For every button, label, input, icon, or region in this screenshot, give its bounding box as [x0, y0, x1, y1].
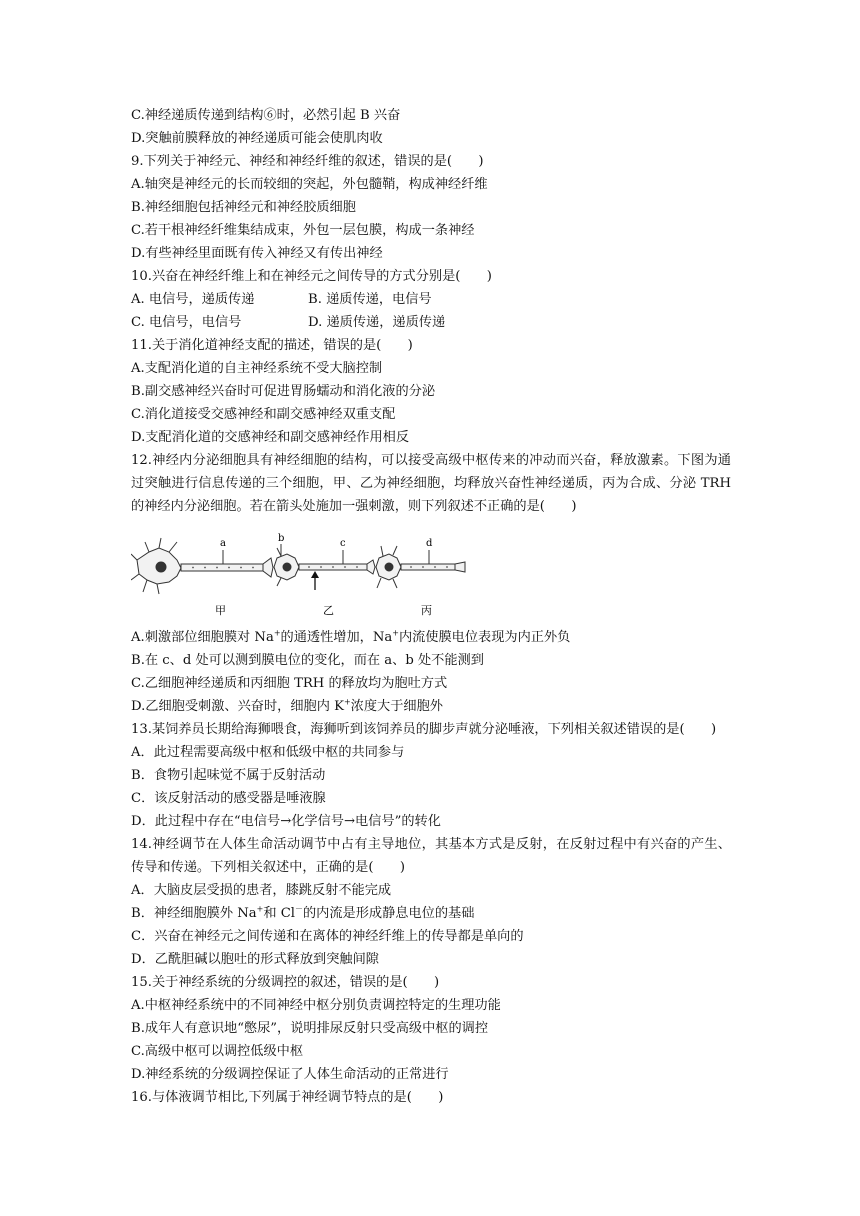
q9-option-d: D.有些神经里面既有传入神经又有传出神经 — [131, 246, 383, 261]
q12-option-b: B.在 c、d 处可以测到膜电位的变化，而在 a、b 处不能测到 — [131, 653, 484, 668]
label-d: d — [426, 538, 433, 549]
q15-option-a: A.中枢神经系统中的不同神经中枢分别负责调控特定的生理功能 — [131, 998, 501, 1013]
q10-option-d: D. 递质传递，递质传递 — [308, 315, 446, 330]
q10-options-row-1 — [131, 288, 731, 311]
cell-label-bing: 丙 — [421, 604, 432, 617]
exam-page — [131, 104, 731, 1109]
q11-option-d: D.支配消化道的交感神经和副交感神经作用相反 — [131, 430, 410, 445]
label-a: a — [220, 538, 226, 549]
q11-option-b: B.副交感神经兴奋时可促进胃肠蠕动和消化液的分泌 — [131, 384, 436, 399]
q9-option-b: B.神经细胞包括神经元和神经胶质细胞 — [131, 200, 356, 215]
q11-option-a: A.支配消化道的自主神经系统不受大脑控制 — [131, 361, 383, 376]
q12-d-text-2: 浓度大于细胞外 — [350, 699, 443, 714]
q10-options-row-2 — [131, 311, 731, 334]
q12-option-d — [131, 695, 731, 718]
q13-option-a: A．此过程需要高级中枢和低级中枢的共同参与 — [131, 745, 405, 760]
q9-option-c: C.若干根神经纤维集结成束，外包一层包膜，构成一条神经 — [131, 223, 475, 238]
q15-option-c: C.高级中枢可以调控低级中枢 — [131, 1044, 304, 1059]
cell-yi — [274, 548, 375, 586]
q14-b-sup-1: + — [256, 904, 264, 914]
q12-d-sup: + — [343, 697, 351, 707]
q14-stem: 14.神经调节在人体生命活动调节中占有主导地位，其基本方式是反射，在反射过程中有兴奋的产生、传导和传递。下列相关叙述中，正确的是( ) — [131, 837, 731, 875]
q11-stem: 11.关于消化道神经支配的描述，错误的是( ) — [131, 338, 413, 353]
q9-option-a: A.轴突是神经元的长而较细的突起，外包髓鞘，构成神经纤维 — [131, 177, 488, 192]
q8-option-c: C.神经递质传递到结构⑥时，必然引起 B 兴奋 — [131, 108, 401, 123]
q12-a-text-3: 内流使膜电位表现为内正外负 — [398, 630, 571, 645]
q15-stem: 15.关于神经系统的分级调控的叙述，错误的是( ) — [131, 975, 440, 990]
q11-option-c: C.消化道接受交感神经和副交感神经双重支配 — [131, 407, 396, 422]
q13-stem: 13.某饲养员长期给海狮喂食，海狮听到该饲养员的脚步声就分泌唾液，下列相关叙述错误的是( ) — [131, 722, 717, 737]
q12-a-sup-2: + — [392, 628, 399, 638]
cell-bing — [376, 546, 465, 588]
q13-option-d: D．此过程中存在“电信号→化学信号→电信号”的转化 — [131, 814, 441, 829]
cell-label-yi: 乙 — [323, 604, 334, 617]
q12-a-sup-1: + — [273, 628, 281, 638]
q10-option-c: C. 电信号，电信号 — [131, 315, 242, 330]
stimulus-arrow — [311, 571, 319, 590]
q12-a-text-1: A.刺激部位细胞膜对 Na — [131, 630, 274, 645]
q13-option-b: B．食物引起味觉不属于反射活动 — [131, 768, 326, 783]
q9-stem: 9.下列关于神经元、神经和神经纤维的叙述，错误的是( ) — [131, 154, 484, 169]
q12-option-c: C.乙细胞神经递质和丙细胞 TRH 的释放均为胞吐方式 — [131, 676, 448, 691]
q12-stem: 12.神经内分泌细胞具有神经细胞的结构，可以接受高级中枢传来的冲动而兴奋，释放激素。下图为通过突触进行信息传递的三个细胞，甲、乙为神经细胞，均释放兴奋性神经递质，丙为合成、分泌 TRH 的神经内分泌细胞。若在箭头处施加一强刺激，则下列叙述不正确的是( ) — [131, 453, 731, 514]
neuron-diagram — [131, 522, 471, 626]
q14-b-text-1: B．神经细胞膜外 Na — [131, 906, 257, 921]
q10-option-a: A. 电信号，递质传递 — [131, 292, 255, 307]
q10-stem: 10.兴奋在神经纤维上和在神经元之间传导的方式分别是( ) — [131, 269, 492, 284]
q12-option-a — [131, 626, 731, 649]
neuron-figure — [131, 522, 731, 626]
q12-d-text-1: D.乙细胞受刺激、兴奋时，细胞内 K — [131, 699, 344, 714]
q15-option-b: B.成年人有意识地“憋尿”，说明排尿反射只受高级中枢的调控 — [131, 1021, 489, 1036]
q13-option-c: C．该反射活动的感受器是唾液腺 — [131, 791, 326, 806]
q12-a-text-2: 的通透性增加，Na — [280, 630, 393, 645]
q14-option-c: C．兴奋在神经元之间传递和在离体的神经纤维上的传导都是单向的 — [131, 929, 524, 944]
q8-option-d: D.突触前膜释放的神经递质可能会使肌肉收 — [131, 131, 383, 146]
q10-option-b: B. 递质传递，电信号 — [308, 292, 432, 307]
label-b: b — [278, 533, 285, 544]
cell-jia — [131, 538, 273, 594]
label-c: c — [340, 538, 346, 549]
q14-b-text-3: 的内流是形成静息电位的基础 — [303, 906, 475, 921]
q14-b-sup-2: － — [295, 904, 303, 914]
q16-stem: 16.与体液调节相比,下列属于神经调节特点的是( ) — [131, 1090, 444, 1105]
q14-b-text-2: 和 Cl — [263, 906, 295, 921]
q14-option-a: A．大脑皮层受损的患者，膝跳反射不能完成 — [131, 883, 392, 898]
q14-option-d: D．乙酰胆碱以胞吐的形式释放到突触间隙 — [131, 952, 379, 967]
q14-option-b — [131, 902, 731, 925]
q15-option-d: D.神经系统的分级调控保证了人体生命活动的正常进行 — [131, 1067, 449, 1082]
cell-label-jia: 甲 — [215, 604, 226, 617]
